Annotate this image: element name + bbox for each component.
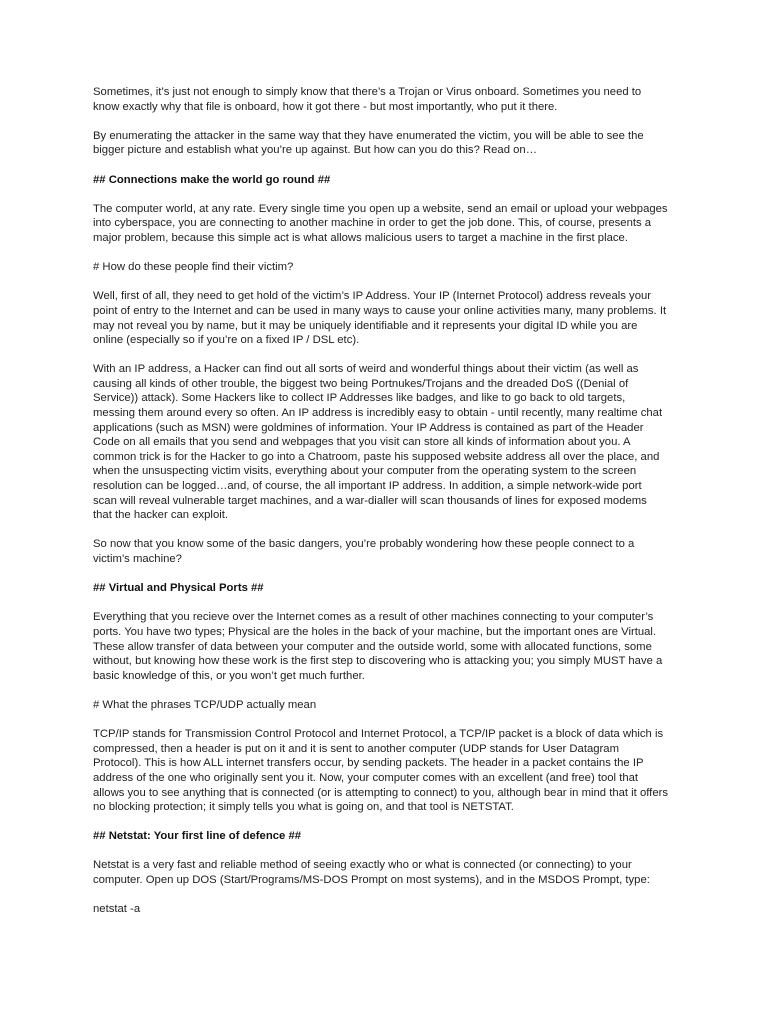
subheading-find-victim: # How do these people find their victim? — [93, 261, 294, 274]
paragraph-intro: Sometimes, it’s just not enough to simply know that there’s a Trojan or Virus onboard. Sometimes you need to know exactly why that file is onboard, how it got there - but most importantly, who put it there. — [93, 86, 642, 113]
paragraph-enumerating: By enumerating the attacker in the same way that they have enumerated the victim, you will be able to see the bigger picture and establish what you’re up against. But how can you do this? Read on… — [93, 129, 644, 157]
command-netstat-a: netstat -a — [93, 903, 141, 916]
heading-netstat: ## Netstat: Your first line of defence ## — [93, 830, 302, 843]
paragraph-netstat: Netstat is a very fast and reliable method of seeing exactly who or what is connected (or connecting) to your computer. Open up DOS (Start/Programs/MS-DOS Prompt on most systems), and in the MSDOS Prompt, type: — [93, 859, 650, 887]
paragraph-tcp-ip: TCP/IP stands for Transmission Control Protocol and Internet Protocol, a TCP/IP packet is a block of data which is compressed, then a header is put on it and it is sent to another computer (UDP stands for User Datagram Protocol). This is how ALL internet transfers occur, by sending packets. The header in a packet contains the IP address of the one who originally sent you it. Now, your computer comes with an excellent (and free) tool that allows you to see anything that is connected (or is attempting to connect) to you, although bear in mind that it offers no blocking protection; it simply tells you what is going on, and that tool is NETSTAT. — [93, 728, 669, 814]
paragraph-hacker-ip: With an IP address, a Hacker can find out all sorts of weird and wonderful things about their victim (as well as causing all kinds of other trouble, the biggest two being Portnukes/Trojans and the dreaded DoS ((Denial of Service)) attack). Some Hackers like to collect IP Addresses like badges, and like to go back to old targets, messing them around every so often. An IP address is incredibly easy to obtain - until recently, many realtime chat applications (such as MSN) were goldmines of information. Your IP Address is contained as part of the Header Code on all emails that you send and webpages that you visit can store all kinds of information about you. A common trick is for the Hacker to go into a Chatroom, paste his supposed website address all over the place, and when the unsuspecting victim visits, everything about your computer from the operating system to the screen resolution can be logged…and, of course, the all important IP address. In addition, a simple network-wide port scan will reveal vulnerable target machines, and a war-dialler will scan thousands of lines for exposed modems that the hacker can exploit. — [93, 363, 663, 522]
heading-virtual-physical-ports: ## Virtual and Physical Ports ## — [93, 582, 264, 595]
heading-connections: ## Connections make the world go round ## — [93, 173, 331, 186]
subheading-tcp-udp: # What the phrases TCP/UDP actually mean — [93, 698, 317, 711]
paragraph-basic-dangers: So now that you know some of the basic dangers, you’re probably wondering how these people connect to a victim’s machine? — [93, 538, 635, 565]
paragraph-ports: Everything that you recieve over the Internet comes as a result of other machines connecting to your computer’s ports. You have two types; Physical are the holes in the back of your machine, but the important ones are Virtual. These allow transfer of data between your computer and the outside world, some with allocated functions, some without, but knowing how these work is the first step to discovering who is attacking you; you simply MUST have a basic knowledge of this, or you won’t get much further. — [93, 611, 663, 682]
paragraph-computer-world: The computer world, at any rate. Every single time you open up a website, send an email or upload your webpages into cyberspace, you are connecting to another machine in order to get the job done. This, of course, presents a major problem, because this simple act is what allows malicious users to target a machine in the first place. — [93, 202, 668, 244]
paragraph-ip-address: Well, first of all, they need to get hold of the victim’s IP Address. Your IP (Internet Protocol) address reveals your point of entry to the Internet and can be used in many ways to cause your online activities many, many problems. It may not reveal you by name, but it may be uniquely identifiable and it represents your digital ID while you are online (especially so if you’re on a fixed IP / DSL etc). — [93, 290, 667, 347]
